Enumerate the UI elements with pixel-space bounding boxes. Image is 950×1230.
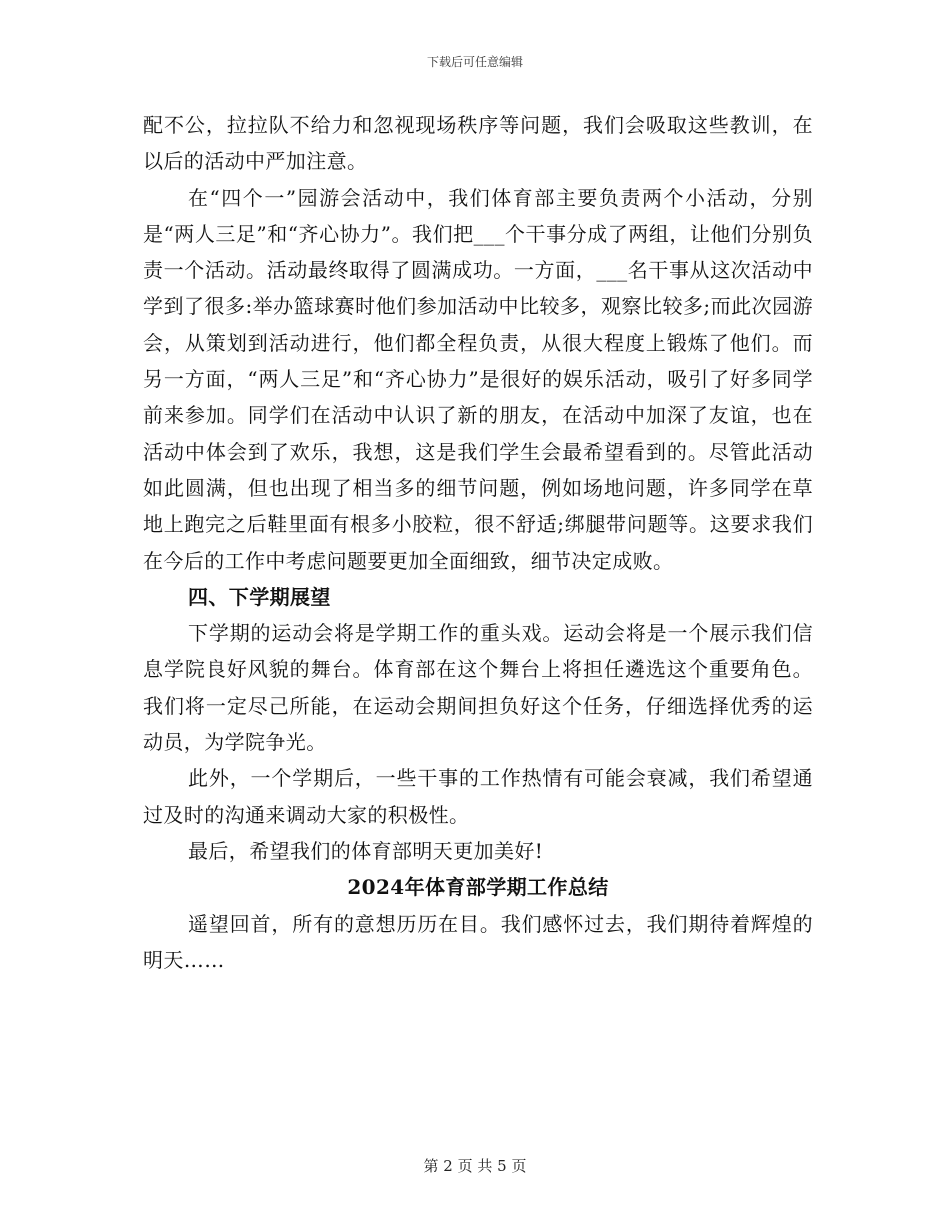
- paragraph-enthusiasm: 此外，一个学期后，一些干事的工作热情有可能会衰减，我们希望通过及时的沟通来调动大家的积极性。: [143, 766, 813, 827]
- section-heading-outlook: 四、下学期展望: [188, 584, 331, 609]
- paragraph-continuation: 配不公，拉拉队不给力和忽视现场秩序等问题，我们会吸取这些教训，在以后的活动中严加注意。: [143, 113, 813, 174]
- document-title: 2024年体育部学期工作总结: [347, 875, 609, 900]
- page-number: 第 2 页 共 5 页: [423, 1157, 527, 1175]
- paragraph-intro: 遥望回首，所有的意想历历在目。我们感怀过去，我们期待着辉煌的明天……: [143, 911, 813, 972]
- paragraph-sports-meet: 下学期的运动会将是学期工作的重头戏。运动会将是一个展示我们信息学院良好风貌的舞台。体育部在这个舞台上将担任遴选这个重要角色。我们将一定尽己所能，在运动会期间担负好这个任务，仔细选择优秀的运动员，为学院争光。: [143, 621, 813, 755]
- paragraph-closing-wish: 最后，希望我们的体育部明天更加美好!: [188, 838, 544, 863]
- document-body: [143, 107, 813, 978]
- paragraph-garden-party: 在“四个一”园游会活动中，我们体育部主要负责两个小活动，分别是“两人三足”和“齐心协力”。我们把___个干事分成了两组，让他们分别负责一个活动。活动最终取得了圆满成功。一方面，___名干事从这次活动中学到了很多:举办篮球赛时他们参加活动中比较多，观察比较多;而此次园游会，从策划到活动进行，他们都全程负责，从很大程度上锻炼了他们。而另一方面，“两人三足”和“齐心协力”是很好的娱乐活动，吸引了好多同学前来参加。同学们在活动中认识了新的朋友，在活动中加深了友谊，也在活动中体会到了欢乐，我想，这是我们学生会最希望看到的。尽管此活动如此圆满，但也出现了相当多的细节问题，例如场地问题，许多同学在草地上跑完之后鞋里面有根多小胶粒，很不舒适;绑腿带问题等。这要求我们在今后的工作中考虑问题要更加全面细致，细节决定成败。: [143, 185, 813, 573]
- page-header: 下载后可任意编辑: [426, 55, 523, 69]
